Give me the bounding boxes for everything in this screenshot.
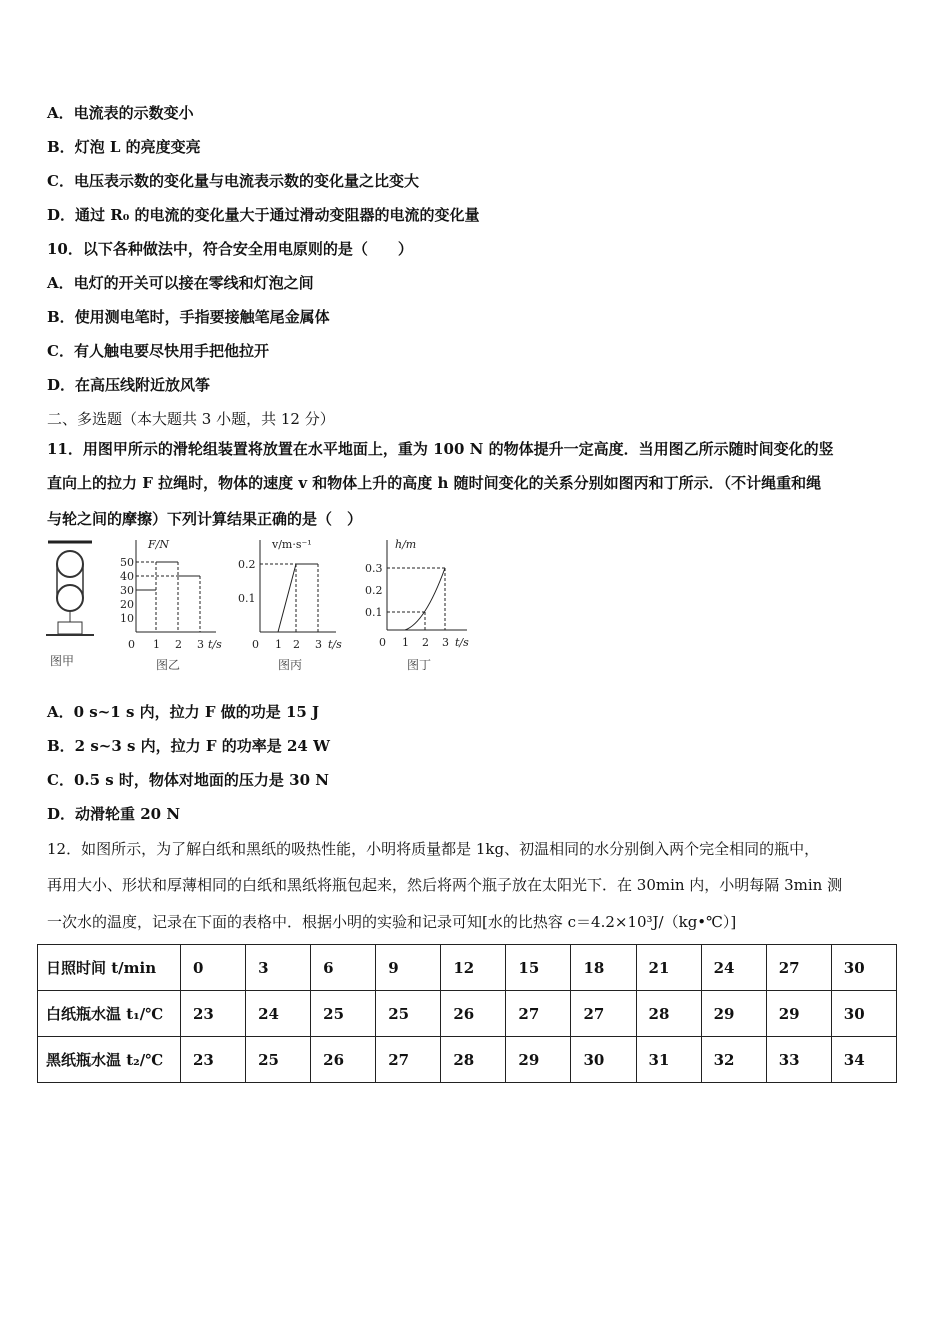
table-cell: 25 bbox=[311, 991, 376, 1037]
axis-label: t/s bbox=[328, 638, 342, 651]
q9-option-c: C．电压表示数的变化量与电流表示数的变化量之比变大 bbox=[47, 172, 419, 190]
axis-label: 10 bbox=[120, 612, 134, 625]
axis-label: 3 bbox=[442, 636, 449, 649]
pulley-diagram bbox=[40, 536, 100, 646]
table-cell: 33 bbox=[766, 1037, 831, 1083]
table-cell: 12 bbox=[441, 945, 506, 991]
axis-label: v/m·s⁻¹ bbox=[272, 538, 312, 551]
axis-label: 20 bbox=[120, 598, 134, 611]
table-cell: 24 bbox=[246, 991, 311, 1037]
figure-pulley bbox=[40, 536, 100, 668]
axis-label: F/N bbox=[148, 538, 169, 551]
table-cell: 18 bbox=[571, 945, 636, 991]
velocity-time-graph bbox=[238, 536, 344, 654]
axis-label: 50 bbox=[120, 556, 134, 569]
figure-force-time bbox=[118, 536, 224, 672]
table-cell: 27 bbox=[376, 1037, 441, 1083]
axis-label: 0.2 bbox=[365, 584, 383, 597]
table-row bbox=[38, 991, 897, 1037]
table-cell: 24 bbox=[701, 945, 766, 991]
q10-option-c: C．有人触电要尽快用手把他拉开 bbox=[47, 342, 269, 360]
axis-label: 1 bbox=[153, 638, 160, 651]
section-heading: 二、多选题（本大题共 3 小题，共 12 分） bbox=[47, 410, 335, 428]
caption-bing: 图丙 bbox=[278, 658, 303, 672]
figure-velocity-time bbox=[238, 536, 344, 672]
table-cell: 27 bbox=[766, 945, 831, 991]
table-cell: 25 bbox=[376, 991, 441, 1037]
axis-label: 3 bbox=[315, 638, 322, 651]
table-cell: 26 bbox=[441, 991, 506, 1037]
q9-option-d: D．通过 R₀ 的电流的变化量大于通过滑动变阻器的电流的变化量 bbox=[47, 206, 480, 224]
axis-label: 1 bbox=[275, 638, 282, 651]
caption-jia: 图甲 bbox=[50, 654, 75, 668]
table-cell: 25 bbox=[246, 1037, 311, 1083]
q11-line-2: 直向上的拉力 F 拉绳时，物体的速度 v 和物体上升的高度 h 随时间变化的关系分别如图丙和丁所示．（不计绳重和绳 bbox=[47, 474, 822, 492]
table-cell: 9 bbox=[376, 945, 441, 991]
q11-option-b: B．2 s~3 s 内，拉力 F 的功率是 24 W bbox=[47, 737, 330, 755]
axis-label: 40 bbox=[120, 570, 134, 583]
q10-option-b: B．使用测电笔时，手指要接触笔尾金属体 bbox=[47, 308, 330, 326]
q12-line-2: 再用大小、形状和厚薄相同的白纸和黑纸将瓶包起来，然后将两个瓶子放在太阳光下．在 30min 内，小明每隔 3min 测 bbox=[47, 876, 843, 894]
q9-option-a: A．电流表的示数变小 bbox=[47, 104, 194, 122]
table-cell: 30 bbox=[831, 991, 896, 1037]
table-cell: 0 bbox=[181, 945, 246, 991]
axis-label: 30 bbox=[120, 584, 134, 597]
q11-option-c: C．0.5 s 时，物体对地面的压力是 30 N bbox=[47, 771, 329, 789]
table-cell: 32 bbox=[701, 1037, 766, 1083]
axis-label: 2 bbox=[422, 636, 429, 649]
table-cell: 28 bbox=[636, 991, 701, 1037]
table-cell: 30 bbox=[831, 945, 896, 991]
table-cell: 28 bbox=[441, 1037, 506, 1083]
caption-yi: 图乙 bbox=[156, 658, 181, 672]
axis-label: 0.3 bbox=[365, 562, 383, 575]
table-row bbox=[38, 945, 897, 991]
height-time-graph bbox=[365, 536, 475, 654]
table-cell: 30 bbox=[571, 1037, 636, 1083]
table-row bbox=[38, 1037, 897, 1083]
axis-label: 0 bbox=[252, 638, 259, 651]
table-cell: 3 bbox=[246, 945, 311, 991]
row-header: 黑纸瓶水温 t₂/℃ bbox=[38, 1037, 181, 1083]
table-cell: 27 bbox=[506, 991, 571, 1037]
axis-label: t/s bbox=[455, 636, 469, 649]
axis-label: 0.2 bbox=[238, 558, 256, 571]
q11-line-3: 与轮之间的摩擦）下列计算结果正确的是（ ） bbox=[47, 510, 363, 528]
table-cell: 29 bbox=[701, 991, 766, 1037]
table-cell: 21 bbox=[636, 945, 701, 991]
axis-label: 3 bbox=[197, 638, 204, 651]
axis-label: 1 bbox=[402, 636, 409, 649]
axis-label: 0 bbox=[379, 636, 386, 649]
axis-label: 2 bbox=[175, 638, 182, 651]
axis-label: 0 bbox=[128, 638, 135, 651]
q10-option-a: A．电灯的开关可以接在零线和灯泡之间 bbox=[47, 274, 314, 292]
table-cell: 27 bbox=[571, 991, 636, 1037]
row-header: 日照时间 t/min bbox=[38, 945, 181, 991]
caption-ding: 图丁 bbox=[407, 658, 432, 672]
q10-option-d: D．在高压线附近放风筝 bbox=[47, 376, 211, 394]
figure-height-time bbox=[365, 536, 475, 672]
temperature-table bbox=[37, 944, 897, 1083]
axis-label: 0.1 bbox=[238, 592, 256, 605]
table-cell: 34 bbox=[831, 1037, 896, 1083]
axis-label: 0.1 bbox=[365, 606, 383, 619]
table-cell: 26 bbox=[311, 1037, 376, 1083]
axis-label: t/s bbox=[208, 638, 222, 651]
table-cell: 6 bbox=[311, 945, 376, 991]
q10-stem: 10．以下各种做法中，符合安全用电原则的是（ ） bbox=[47, 240, 413, 258]
axis-label: h/m bbox=[395, 538, 417, 551]
q11-option-a: A．0 s~1 s 内，拉力 F 做的功是 15 J bbox=[47, 703, 320, 721]
axis-label: 2 bbox=[293, 638, 300, 651]
q11-option-d: D．动滑轮重 20 N bbox=[47, 805, 181, 823]
q9-option-b: B．灯泡 L 的亮度变亮 bbox=[47, 138, 201, 156]
table-cell: 29 bbox=[766, 991, 831, 1037]
q12-line-1: 12．如图所示，为了解白纸和黑纸的吸热性能，小明将质量都是 1kg、初温相同的水分别倒入两个完全相同的瓶中， bbox=[47, 840, 820, 858]
table-cell: 23 bbox=[181, 1037, 246, 1083]
table-cell: 23 bbox=[181, 991, 246, 1037]
force-time-graph bbox=[118, 536, 224, 654]
table-cell: 29 bbox=[506, 1037, 571, 1083]
table-cell: 31 bbox=[636, 1037, 701, 1083]
q12-line-3: 一次水的温度，记录在下面的表格中．根据小明的实验和记录可知[水的比热容 c＝4.2×10³J/（kg•℃）] bbox=[47, 913, 737, 931]
table-cell: 15 bbox=[506, 945, 571, 991]
q11-line-1: 11．用图甲所示的滑轮组装置将放置在水平地面上，重为 100 N 的物体提升一定高度．当用图乙所示随时间变化的竖 bbox=[47, 440, 834, 458]
row-header: 白纸瓶水温 t₁/℃ bbox=[38, 991, 181, 1037]
